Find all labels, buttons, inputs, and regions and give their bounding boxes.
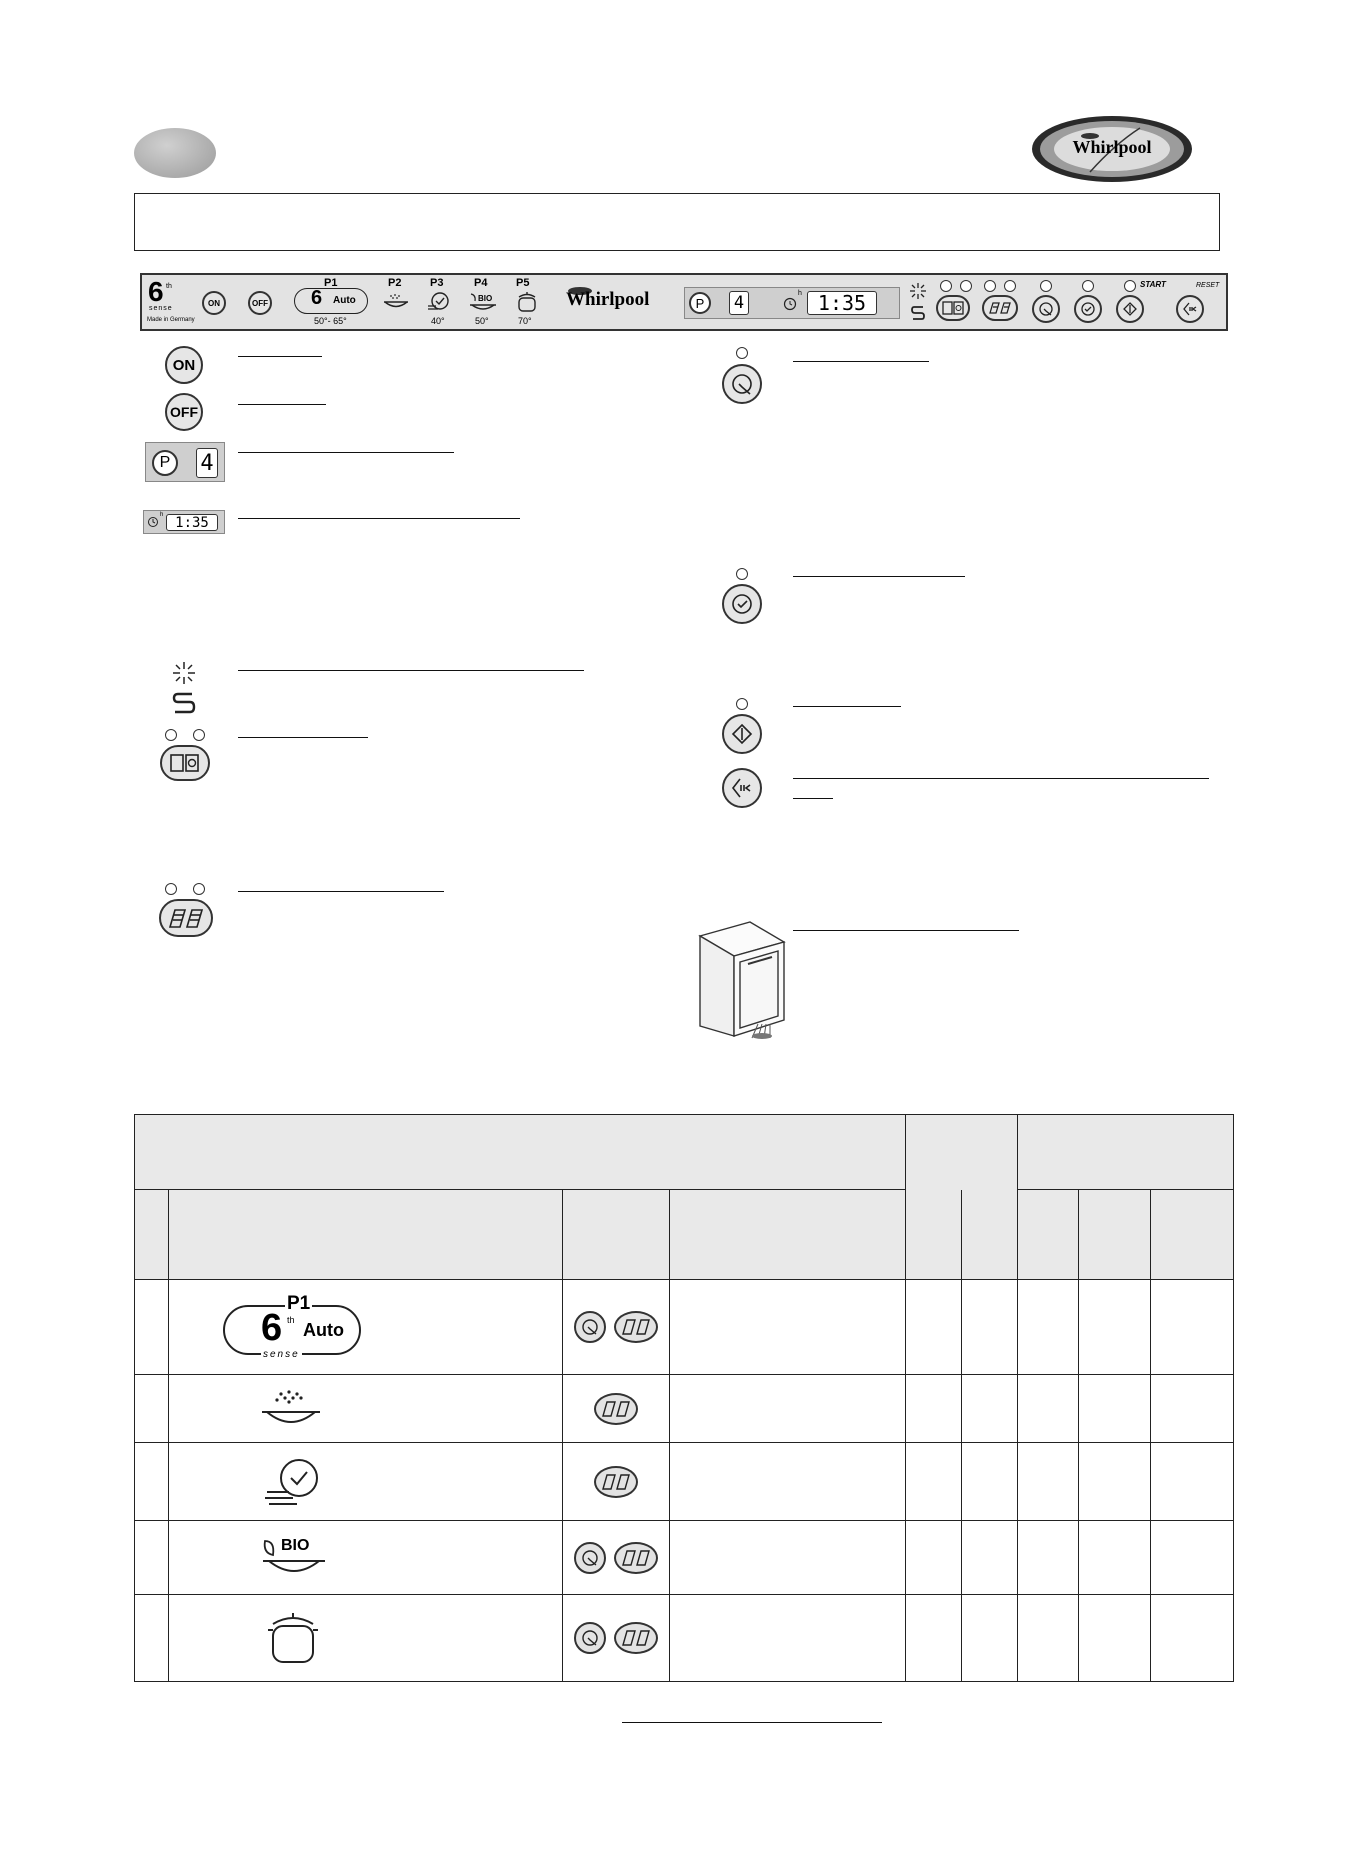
- time-display: 1:35: [807, 291, 877, 315]
- legend-multiwash-led-2: [193, 883, 205, 895]
- program-cell-p1: P1 6 th Auto sense: [168, 1280, 562, 1375]
- table-row: [135, 1375, 1234, 1443]
- panel-delay-button[interactable]: [1074, 295, 1102, 323]
- sixth-sense-icon: 6 th Auto: [223, 1305, 361, 1355]
- legend-delay-led: [736, 568, 748, 580]
- logo-text: Whirlpool: [1072, 137, 1152, 157]
- table-header-b1: [1018, 1190, 1079, 1280]
- legend-half-load-button: [160, 745, 210, 781]
- panel-half-load-button[interactable]: [936, 295, 970, 321]
- quick-wash-icon: [263, 1456, 323, 1508]
- program-p4[interactable]: P4 BIO 50°: [460, 275, 504, 329]
- whirlpool-logo: [1030, 114, 1194, 184]
- half-load-icon: [170, 753, 200, 773]
- legend-time-display: h 1:35: [143, 510, 225, 534]
- legend-start-led: [736, 698, 748, 710]
- delay-led: [1082, 280, 1094, 292]
- pot-icon: [263, 1610, 323, 1666]
- program-table: [134, 1114, 1234, 1682]
- rinse-icon: [382, 293, 410, 311]
- timer-icon: [574, 1311, 606, 1343]
- program-p1[interactable]: P1 6 Auto 50°- 65°: [292, 275, 372, 329]
- clock-icon: [147, 516, 159, 528]
- program-p3[interactable]: P3 40°: [418, 275, 458, 329]
- control-panel: 6 th sense Made in Germany ON OFF P1 6 Auto 50°- 65° P2 P3 40° P4 BIO 50° P5 70° Whirlpool P 4 h 1:35 START RESET: [140, 273, 1228, 331]
- start-icon: [1121, 300, 1139, 318]
- legend-on-button: ON: [165, 346, 203, 384]
- start-caption-line: [793, 706, 901, 707]
- reset-caption-line-2: [793, 798, 833, 799]
- footer-line: [622, 1722, 882, 1723]
- salt-indicator-icon: [172, 690, 196, 716]
- program-cell-p2: [168, 1375, 562, 1443]
- reset-icon: [1181, 300, 1199, 318]
- sixth-sense-logo: 6 th sense Made in Germany: [147, 276, 195, 323]
- dishwasher-icon: [692, 916, 792, 1040]
- table-header-options: [562, 1190, 669, 1280]
- multiwash-icon: [594, 1466, 638, 1498]
- table-row: [135, 1521, 1234, 1595]
- table-header-b3: [1151, 1190, 1234, 1280]
- quick-wash-icon: [426, 291, 450, 313]
- program-p2[interactable]: P2: [376, 275, 416, 329]
- legend-multiwash-button: [159, 899, 213, 937]
- options-cell: [562, 1280, 669, 1375]
- table-header-description: [669, 1190, 906, 1280]
- dishwasher-caption-line: [793, 930, 1019, 931]
- timer-caption-line: [793, 361, 929, 362]
- panel-on-button[interactable]: ON: [202, 291, 226, 315]
- panel-timer-button[interactable]: [1032, 295, 1060, 323]
- panel-start-button[interactable]: [1116, 295, 1144, 323]
- multiwash-icon: [988, 301, 1012, 315]
- half-load-caption-line: [238, 737, 368, 738]
- bio-icon: [468, 291, 498, 313]
- rinse-icon: [259, 1388, 323, 1430]
- program-digit: 4: [729, 291, 749, 315]
- time-display-caption-line: [238, 518, 520, 519]
- half-load-icon: [942, 301, 964, 315]
- timer-icon: [574, 1542, 606, 1574]
- table-row: [135, 1443, 1234, 1521]
- program-display-caption-line: [238, 452, 454, 453]
- legend-timer-button: [722, 364, 762, 404]
- reset-caption-line: [793, 778, 1209, 779]
- rinse-aid-indicator-icon: [171, 660, 197, 686]
- legend-timer-led: [736, 347, 748, 359]
- legend-half-load-led-1: [165, 729, 177, 741]
- sixth-sense-icon: 6 Auto: [294, 288, 368, 314]
- on-caption-line: [238, 356, 322, 357]
- clock-icon: [783, 297, 797, 311]
- panel-reset-button[interactable]: [1176, 295, 1204, 323]
- panel-whirlpool-logo: Whirlpool: [566, 289, 650, 310]
- panel-multiwash-button[interactable]: [982, 295, 1018, 321]
- timer-icon: [1037, 300, 1055, 318]
- program-display: P 4 h 1:35: [684, 287, 900, 319]
- delay-caption-line: [793, 576, 965, 577]
- rinse-aid-icon: [908, 281, 928, 301]
- timer-led: [1040, 280, 1052, 292]
- multiwash-icon: [614, 1622, 658, 1654]
- table-header-main: [135, 1115, 906, 1190]
- table-header-program: [168, 1190, 562, 1280]
- multiwash-icon: [614, 1542, 658, 1574]
- multiwash-icon: [614, 1311, 658, 1343]
- reset-icon: [729, 775, 755, 801]
- program-p5[interactable]: P5 70°: [506, 275, 546, 329]
- multiwash-icon: [594, 1393, 638, 1425]
- delay-clock-icon: [1079, 300, 1097, 318]
- program-cell-p5: [168, 1595, 562, 1682]
- page-number-badge: [134, 128, 216, 178]
- legend-program-letter: P: [152, 450, 178, 476]
- pot-icon: [515, 291, 539, 313]
- table-header-group-a: [906, 1115, 1018, 1280]
- table-header-group-b: [1018, 1115, 1234, 1190]
- table-row: [135, 1280, 1234, 1375]
- delay-clock-icon: [729, 591, 755, 617]
- salt-indicator-icon: [910, 303, 926, 323]
- program-letter: P: [689, 292, 711, 314]
- start-icon: [729, 721, 755, 747]
- half-load-led-2: [960, 280, 972, 292]
- program-cell-p4: BIO: [168, 1521, 562, 1595]
- legend-time-value: 1:35: [166, 514, 218, 531]
- legend-half-load-led-2: [193, 729, 205, 741]
- timer-icon: [729, 371, 755, 397]
- legend-multiwash-led-1: [165, 883, 177, 895]
- title-box: [134, 193, 1220, 251]
- table-row: [135, 1595, 1234, 1682]
- table-header-b2: [1079, 1190, 1151, 1280]
- legend-program-display: [145, 442, 225, 482]
- indicators-caption-line: [238, 670, 584, 671]
- legend-delay-button: [722, 584, 762, 624]
- multiwash-caption-line: [238, 891, 444, 892]
- table-header-num: [135, 1190, 169, 1280]
- half-load-led-1: [940, 280, 952, 292]
- multiwash-led-2: [1004, 280, 1016, 292]
- start-led: [1124, 280, 1136, 292]
- multiwash-icon: [168, 907, 204, 929]
- timer-icon: [574, 1622, 606, 1654]
- program-cell-p3: [168, 1443, 562, 1521]
- panel-off-button[interactable]: OFF: [248, 291, 272, 315]
- off-caption-line: [238, 404, 326, 405]
- legend-start-button: [722, 714, 762, 754]
- legend-program-digit: 4: [196, 448, 218, 478]
- legend-off-button: OFF: [165, 393, 203, 431]
- legend-reset-button: [722, 768, 762, 808]
- multiwash-led-1: [984, 280, 996, 292]
